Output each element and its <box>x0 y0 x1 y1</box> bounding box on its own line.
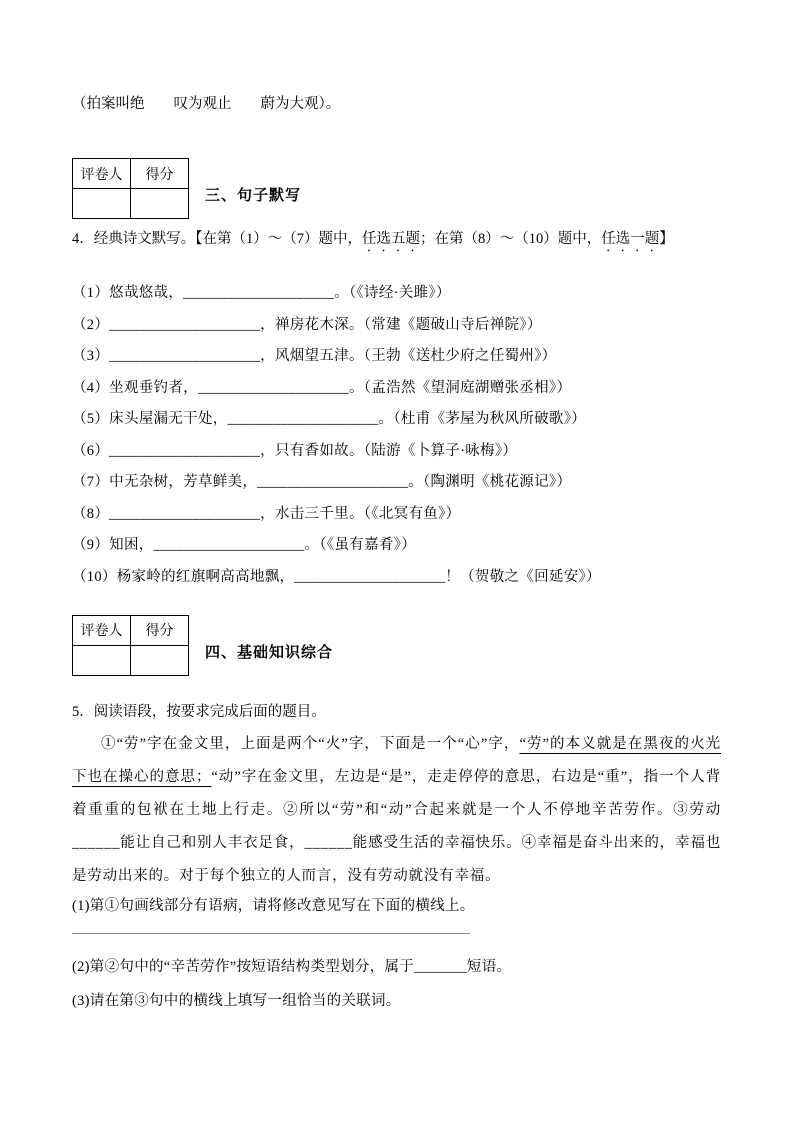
passage-paragraph <box>72 728 721 893</box>
poem-item-4: （4）坐观垂钓者，____________________。（孟浩然《望洞庭湖赠张丞相》） <box>72 379 572 396</box>
intro-word-options: （拍案叫绝 叹为观止 蔚为大观）。 <box>72 96 341 112</box>
poem-item-8: （8）____________________，水击三千里。（《北冥有鱼》） <box>72 505 461 522</box>
subquestion-1: (1)第①句画线部分有语病，请将修改意见写在下面的横线上。 <box>72 897 475 914</box>
q4-stem-emphasis-1: 任选五题 <box>362 231 420 247</box>
grader-block-section3 <box>72 158 721 219</box>
poem-item-9: （9）知困，____________________。（《虽有嘉肴》） <box>72 537 416 553</box>
grader-block-section4 <box>72 615 721 676</box>
q4-stem-part-1: 4．经典诗文默写。【在第（1）～（7）题中， <box>72 231 362 247</box>
answer-line <box>72 933 470 934</box>
subquestion-2: (2)第②句中的“辛苦劳作”按短语结构类型划分，属于_______短语。 <box>72 958 512 975</box>
q4-item-list <box>72 283 721 587</box>
poem-item-7: （7）中无杂树，芳草鲜美，____________________。（陶渊明《桃花源记》） <box>72 474 572 490</box>
grader-score-header: 得分 <box>131 615 189 645</box>
poem-item-1: （1）悠哉悠哉，____________________。（《诗经·关雎》） <box>72 285 451 301</box>
section-four-title: 四、基础知识综合 <box>205 644 334 661</box>
poem-item-10: （10）杨家岭的红旗啊高高地飘，____________________！（贺敬之《回延安》） <box>72 568 601 585</box>
grader-score-header: 得分 <box>131 159 189 189</box>
grader-score-cell <box>131 645 189 675</box>
grader-reviewer-header: 评卷人 <box>73 159 131 189</box>
question-4-stem <box>72 229 721 255</box>
underlined-clause: “劳”的本义就是在黑夜的火光下也在操心的意思； <box>72 735 721 785</box>
grader-table-section4 <box>72 615 189 676</box>
grader-reviewer-cell <box>73 645 131 675</box>
passage-part-2: “动”字在金文里，左边是“是”，走走停停的意思，右边是“重”，指一个人背着重重的包袱在土地上行走。②所以“劳”和“动”合起来就是一个人不停地辛苦劳作。③劳动______能让自己和别人丰衣足食，______能感受生活的幸福快乐。④幸福是奋斗出来的，幸福也是劳动出来的。对于每个独立的人而言，没有劳动就没有幸福。 <box>72 768 721 884</box>
q4-stem-part-3: 】 <box>659 231 674 247</box>
q4-stem-emphasis-2: 任选一题 <box>601 231 660 247</box>
passage-part-1: ①“劳”字在金文里，上面是两个“火”字，下面是一个“心”字， <box>101 735 520 752</box>
poem-item-2: （2）____________________，禅房花木深。（常建《题破山寺后禅院》） <box>72 316 542 333</box>
question-5-stem: 5．阅读语段，按要求完成后面的题目。 <box>72 703 326 720</box>
grader-reviewer-header: 评卷人 <box>73 615 131 645</box>
section-three-title: 三、句子默写 <box>205 188 302 204</box>
poem-item-5: （5）床头屋漏无干处，____________________。（杜甫《茅屋为秋风所破歌》） <box>72 411 587 427</box>
q4-stem-part-2: ；在第（8）～（10）题中， <box>420 231 602 247</box>
poem-item-3: （3）____________________，风烟望五津。（王勃《送杜少府之任蜀州》） <box>72 348 557 364</box>
poem-item-6: （6）____________________，只有香如故。（陆游《卜算子·咏梅》） <box>72 442 518 459</box>
subquestion-3: (3)请在第③句中的横线上填写一组恰当的关联词。 <box>72 992 401 1009</box>
grader-table-section3 <box>72 158 189 219</box>
grader-score-cell <box>131 189 189 219</box>
grader-reviewer-cell <box>73 189 131 219</box>
